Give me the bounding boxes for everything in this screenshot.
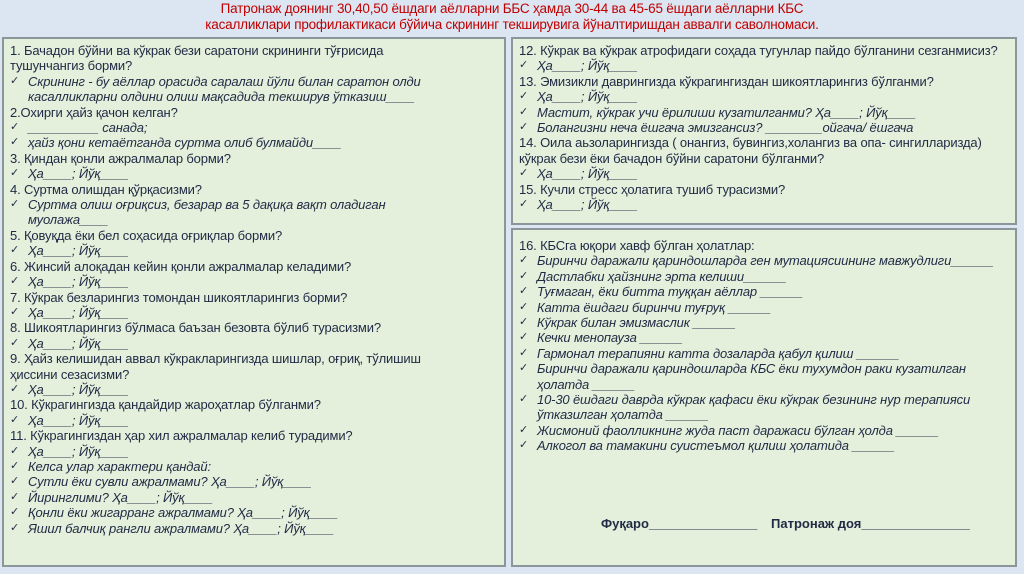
- answer-option: [10, 197, 504, 212]
- question-line: [519, 43, 1015, 58]
- checkmark-icon: ✓: [10, 490, 20, 503]
- line-text: Дастлабки ҳайзнинг эрта келиши______: [537, 268, 787, 284]
- checkmark-icon: ✓: [10, 136, 20, 149]
- line-text: ҳолатда ______: [537, 376, 635, 392]
- line-text: 7. Кўкрак безларингиз томондан шикоятларингиз борми?: [10, 289, 348, 305]
- line-text: 6. Жинсий алоқадан кейин қонли ажралмалар келадими?: [10, 258, 352, 274]
- line-text: 5. Қовуқда ёки бел соҳасида оғриқлар борми?: [10, 227, 283, 243]
- line-text: кўкрак бези ёки бачадон бўйни саратони бўлганми?: [519, 150, 825, 166]
- line-text: Гармонал терапияни катта дозаларда қабул қилиш ______: [537, 345, 900, 361]
- checkmark-icon: ✓: [10, 413, 20, 426]
- answer-continuation: [10, 212, 504, 227]
- answer-option: [519, 197, 1015, 212]
- question-line: [10, 228, 504, 243]
- checkmark-icon: ✓: [10, 244, 20, 257]
- line-text: 9. Ҳайз келишидан аввал кўкракларингизда шишлар, оғриқ, тўлишиш: [10, 351, 421, 367]
- line-text: Ҳа____; Йўқ____: [28, 274, 129, 290]
- line-text: 1. Бачадон бўйни ва кўкрак бези саратони скрининги тўғрисида: [10, 43, 384, 58]
- checkmark-icon: ✓: [519, 393, 529, 406]
- answer-option: [519, 284, 1015, 299]
- line-text: 3. Қиндан қонли ажралмалар борми?: [10, 150, 231, 166]
- answer-option: [519, 105, 1015, 120]
- line-text: Ҳа____; Йўқ____: [28, 166, 129, 182]
- answer-option: [519, 315, 1015, 330]
- answer-option: [519, 392, 1015, 407]
- nurse-signature-field: Патронаж доя_______________: [771, 516, 970, 531]
- line-text: Келса улар характери қандай:: [28, 458, 211, 474]
- line-text: тушунчангиз борми?: [10, 58, 133, 74]
- line-text: 14. Оила аьзоларингизда ( онангиз, бувингиз,холангиз ва опа- сингилларизда): [519, 135, 982, 151]
- line-text: Қонли ёки жигарранг ажралмами? Ҳа____; Йўқ____: [28, 505, 338, 521]
- checkmark-icon: ✓: [519, 331, 529, 344]
- line-text: муолажа____: [28, 212, 109, 228]
- checkmark-icon: ✓: [10, 382, 20, 395]
- answer-option: [519, 423, 1015, 438]
- line-text: 16. КБСга юқори хавф бўлган ҳолатлар:: [519, 238, 755, 253]
- answer-option: [10, 382, 504, 397]
- line-text: 13. Эмизикли даврингизда кўкрагингиздан шикоятларингиз бўлганми?: [519, 73, 934, 89]
- answer-option: [519, 330, 1015, 345]
- question-line: [10, 397, 504, 412]
- line-text: 12. Кўкрак ва кўкрак атрофидаги соҳада тугунлар пайдо бўлганини сезганмисиз?: [519, 43, 998, 58]
- line-text: Ҳа____; Йўқ____: [537, 197, 638, 213]
- question-line: [10, 105, 504, 120]
- line-text: Катта ёшдаги биринчи туғруқ ______: [537, 299, 771, 315]
- line-text: Суртма олиш оғриқсиз, безарар ва 5 дақиқа вақт оладиган: [28, 197, 386, 213]
- line-text: Кўкрак билан эмизмаслик ______: [537, 315, 736, 331]
- questions-left-panel: [2, 37, 506, 567]
- line-text: Мастит, кўкрак учи ёрилиши кузатилганми? Ҳа____; Йўқ____: [537, 104, 916, 120]
- checkmark-icon: ✓: [519, 269, 529, 282]
- line-text: 2.Охирги ҳайз қачон келган?: [10, 104, 178, 120]
- checkmark-icon: ✓: [10, 521, 20, 534]
- checkmark-icon: ✓: [519, 362, 529, 375]
- question-line: [10, 320, 504, 335]
- question-line: [10, 151, 504, 166]
- answer-continuation: [519, 377, 1015, 392]
- line-text: ҳайз қони кетаётганда суртма олиб булмайди____: [28, 135, 342, 151]
- signature-row: [601, 516, 980, 531]
- line-text: Скрининг - бу аёллар орасида саралаш йўли билан саратон олди: [28, 73, 421, 89]
- checkmark-icon: ✓: [10, 444, 20, 457]
- answer-option: [519, 300, 1015, 315]
- answer-option: [10, 243, 504, 258]
- question-line: [10, 351, 504, 366]
- questions-right-top-panel: [511, 37, 1017, 225]
- answer-option: [10, 274, 504, 289]
- line-text: Сутли ёки сувли ажралмами? Ҳа____; Йўқ____: [28, 474, 312, 490]
- question-line: [10, 259, 504, 274]
- line-text: 8. Шикоятларингиз бўлмаса баъзан безовта бўлиб турасизми?: [10, 320, 381, 336]
- answer-option: [10, 166, 504, 181]
- checkmark-icon: ✓: [10, 74, 20, 87]
- question-line: [10, 290, 504, 305]
- line-text: __________ санада;: [28, 120, 148, 136]
- answer-option: [10, 459, 504, 474]
- answer-option: [10, 135, 504, 150]
- question-line: [519, 74, 1015, 89]
- answer-option: [519, 361, 1015, 376]
- line-text: Ҳа____; Йўқ____: [28, 381, 129, 397]
- checkmark-icon: ✓: [10, 475, 20, 488]
- answer-option: [519, 269, 1015, 284]
- line-text: Ҳа____; Йўқ____: [537, 58, 638, 74]
- question-line: [10, 58, 504, 73]
- checkmark-icon: ✓: [10, 459, 20, 472]
- line-text: Биринчи даражали қариндошларда КБС ёки тухумдон раки кузатилган: [537, 361, 966, 377]
- line-text: ўтказилган ҳолатда ______: [537, 407, 709, 423]
- answer-option: [519, 58, 1015, 73]
- checkmark-icon: ✓: [10, 336, 20, 349]
- question-line: [10, 182, 504, 197]
- line-text: Ҳа____; Йўқ____: [28, 335, 129, 351]
- checkmark-icon: ✓: [10, 305, 20, 318]
- question-line: [10, 43, 504, 58]
- line-text: Болангизни неча ёшгача эмизгансиз? ________ойгача/ ёшгача: [537, 120, 914, 136]
- title-line-2: касалликлари профилактикаси бўйича скрининг текширувига йўналтиришдан аввалги саволномаси.: [205, 17, 819, 32]
- answer-option: [10, 74, 504, 89]
- checkmark-icon: ✓: [519, 105, 529, 118]
- checkmark-icon: ✓: [519, 167, 529, 180]
- answer-continuation: [10, 89, 504, 104]
- checkmark-icon: ✓: [519, 90, 529, 103]
- line-text: 4. Суртма олишдан қўрқасизми?: [10, 181, 202, 197]
- answer-option: [10, 444, 504, 459]
- line-text: ҳиссини сезасизми?: [10, 366, 130, 382]
- line-text: 15. Кучли стресс ҳолатига тушиб турасизми?: [519, 181, 786, 197]
- answer-option: [10, 505, 504, 520]
- line-text: 10-30 ёшдаги даврда кўкрак қафаси ёки кўкрак безининг нур терапияси: [537, 392, 971, 408]
- line-text: Йиринглими? Ҳа____; Йўқ____: [28, 489, 213, 505]
- answer-option: [519, 253, 1015, 268]
- answer-option: [519, 166, 1015, 181]
- line-text: Туғмаган, ёки битта туққан аёллар ______: [537, 284, 803, 300]
- title-line-1: Патронаж доянинг 30,40,50 ёшдаги аёлларни ББС ҳамда 30-44 ва 45-65 ёшдаги аёлларни КБС: [220, 1, 804, 16]
- question-line: [519, 135, 1015, 150]
- answer-option: [10, 490, 504, 505]
- checkmark-icon: ✓: [10, 506, 20, 519]
- answer-option: [10, 474, 504, 489]
- checkmark-icon: ✓: [10, 275, 20, 288]
- checkmark-icon: ✓: [519, 300, 529, 313]
- line-text: Ҳа____; Йўқ____: [537, 89, 638, 105]
- line-text: Яшил балчиқ рангли ажралмами? Ҳа____; Йўқ____: [28, 520, 334, 536]
- question-line: [10, 428, 504, 443]
- checkmark-icon: ✓: [519, 316, 529, 329]
- risk-factors-panel: [511, 228, 1017, 567]
- checkmark-icon: ✓: [519, 285, 529, 298]
- checkmark-icon: ✓: [519, 423, 529, 436]
- answer-option: [519, 346, 1015, 361]
- answer-option: [10, 521, 504, 536]
- checkmark-icon: ✓: [519, 254, 529, 267]
- answer-option: [10, 120, 504, 135]
- answer-continuation: [519, 407, 1015, 422]
- line-text: Биринчи даражали қариндошларда ген мутациясиининг мавжудлиги______: [537, 253, 994, 269]
- answer-option: [10, 305, 504, 320]
- line-text: Ҳа____; Йўқ____: [28, 443, 129, 459]
- answer-option: [519, 89, 1015, 104]
- line-text: Ҳа____; Йўқ____: [28, 304, 129, 320]
- line-text: Ҳа____; Йўқ____: [28, 412, 129, 428]
- question-line: [519, 238, 1015, 253]
- line-text: 11. Кўкрагингиздан ҳар хил ажралмалар келиб турадими?: [10, 428, 353, 444]
- checkmark-icon: ✓: [519, 439, 529, 452]
- question-line: [10, 367, 504, 382]
- line-text: Жисмоний фаолликнинг жуда паст даражаси бўлган ҳолда ______: [537, 422, 939, 438]
- checkmark-icon: ✓: [10, 167, 20, 180]
- checkmark-icon: ✓: [519, 346, 529, 359]
- line-text: Алкогол ва тамакини суистеъмол қилиш ҳолатида ______: [537, 438, 895, 454]
- answer-option: [519, 438, 1015, 453]
- line-text: 10. Кўкрагингизда қандайдир жароҳатлар бўлганми?: [10, 397, 321, 413]
- citizen-signature-field: Фуқаро_______________: [601, 516, 758, 531]
- checkmark-icon: ✓: [519, 59, 529, 72]
- answer-option: [519, 120, 1015, 135]
- checkmark-icon: ✓: [10, 198, 20, 211]
- slide-title: [0, 1, 1024, 33]
- checkmark-icon: ✓: [519, 121, 529, 134]
- checkmark-icon: ✓: [519, 198, 529, 211]
- answer-option: [10, 336, 504, 351]
- question-line: [519, 182, 1015, 197]
- question-line: [519, 151, 1015, 166]
- answer-option: [10, 413, 504, 428]
- line-text: Ҳа____; Йўқ____: [537, 166, 638, 182]
- line-text: касалликларни олдини олиш мақсадида текширув ўтказиш____: [28, 89, 415, 105]
- line-text: Кечки менопауза ______: [537, 330, 683, 346]
- line-text: Ҳа____; Йўқ____: [28, 243, 129, 259]
- checkmark-icon: ✓: [10, 121, 20, 134]
